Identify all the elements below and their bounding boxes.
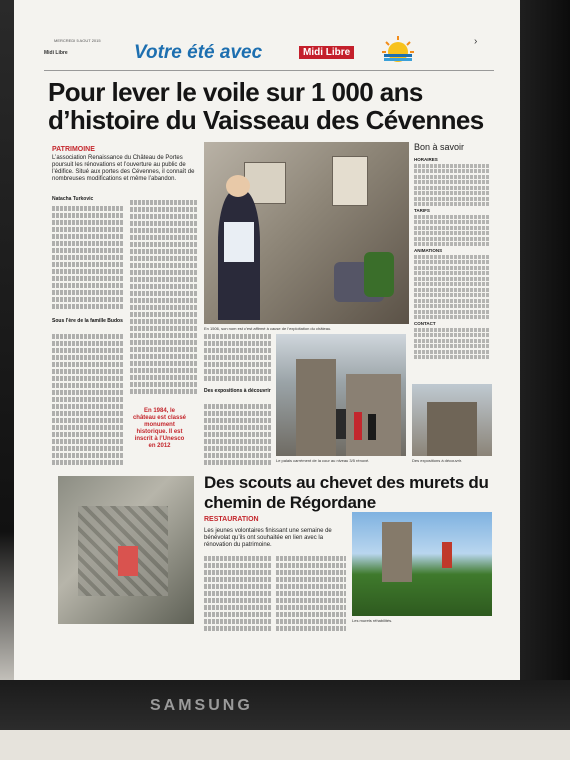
monitor-chin xyxy=(0,680,570,730)
screen xyxy=(14,0,520,680)
page-date: MERCREDI 5 AOUT 2015 xyxy=(54,38,101,43)
article-headline: Pour lever le voile sur 1 000 ans d’histoire du Vaisseau des Cévennes xyxy=(48,77,484,135)
body-column-3b xyxy=(204,404,272,466)
body-column-1b xyxy=(52,334,124,469)
body-column-3 xyxy=(204,334,272,386)
article2-kicker: RESTAURATION xyxy=(204,516,259,523)
photo-caption-2: Le palais carrément de la cour au niveau 3/5 rénové. xyxy=(276,458,370,463)
photo-caption-1: En 1506, son nom est c’est affirmé à cause de l’exploitation du château. xyxy=(204,326,332,331)
article2-headline: Des scouts au chevet des murets du chemin de Régordane xyxy=(204,473,489,512)
scouts-photo-right xyxy=(352,512,492,616)
monitor-brand: SAMSUNG xyxy=(150,697,253,714)
desk-surface xyxy=(0,730,570,760)
subhead-budos: Sous l’ère de la famille Budos xyxy=(52,318,123,324)
main-photo xyxy=(204,142,409,324)
scouts-photo-left xyxy=(58,476,194,624)
photo-caption-3: Des expositions à découvrir. xyxy=(412,458,463,463)
info-box-title: Bon à savoir xyxy=(414,142,465,152)
sun-logo-icon xyxy=(380,34,416,62)
article2-body-1 xyxy=(204,556,272,636)
body-column-1 xyxy=(52,206,124,314)
article-author: Natacha Turkovic xyxy=(52,196,94,202)
info-box xyxy=(414,155,490,467)
article2-body-2 xyxy=(276,556,346,636)
section-banner: Votre été avec xyxy=(134,42,263,63)
paper-name: Midi Libre xyxy=(44,50,68,56)
info-horaires-label: HORAIRES xyxy=(414,157,438,162)
next-page-arrow-icon[interactable]: › xyxy=(474,36,478,47)
header-divider xyxy=(44,70,494,71)
info-contact-label: CONTACT xyxy=(414,321,436,326)
pull-quote: En 1984, le château est classé monument historique. Il est inscrit à l’Unesco en 2012 xyxy=(132,408,187,449)
castle-photo xyxy=(276,334,406,456)
article2-caption: Les murets réhabilités. xyxy=(352,618,393,623)
article-chapo: L’association Renaissance du Château de Portes poursuit les rénovations et l’ouverture au public de l’édifice. Situé aux portes des Cévennes, il connaît de nombreuses modifications et même l’abandon. xyxy=(52,155,195,182)
article-kicker: PATRIMOINE xyxy=(52,146,95,153)
body-column-2 xyxy=(130,200,198,400)
midi-libre-logo: Midi Libre xyxy=(299,46,354,59)
article2-chapo: Les jeunes volontaires finissant une semaine de bénévolat qu’ils ont souhaitée en lien avec la rénovation du patrimoine. xyxy=(204,528,332,548)
info-tarifs-label: TARIFS xyxy=(414,208,430,213)
monitor-bezel-right xyxy=(520,0,570,760)
info-animations-label: ANIMATIONS xyxy=(414,248,443,253)
subhead-expositions: Des expositions à découvrir xyxy=(204,388,271,394)
